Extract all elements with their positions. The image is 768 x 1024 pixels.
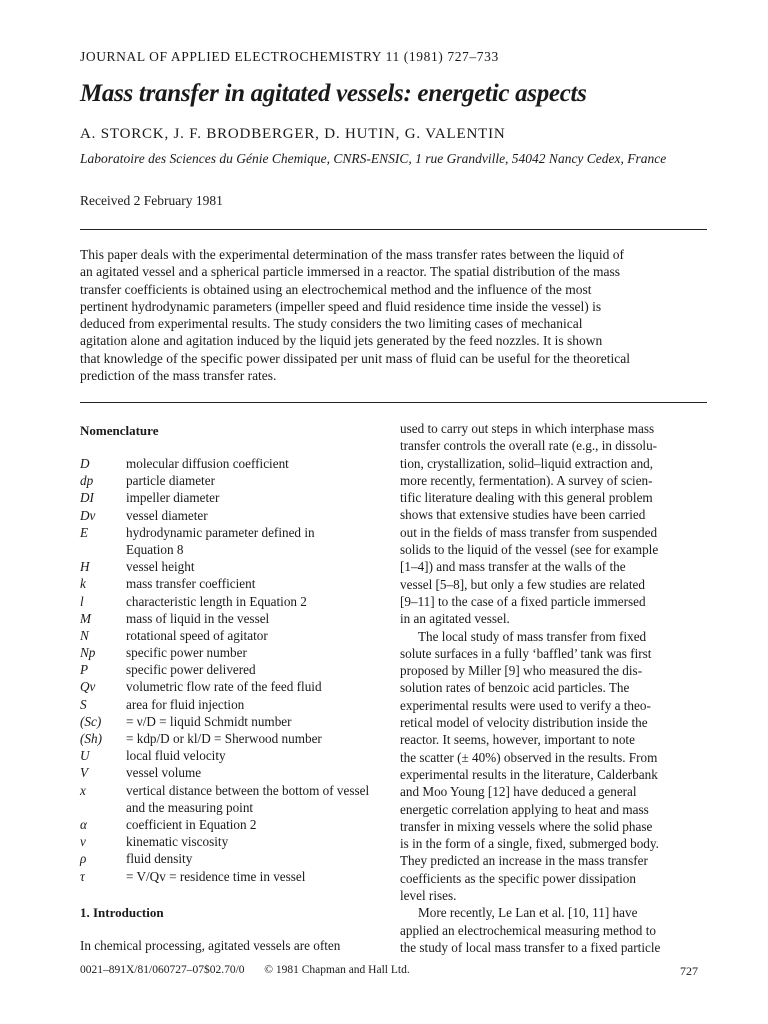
abstract-line: an agitated vessel and a spherical particle immersed in a reactor. The spatial distribution of the mass bbox=[80, 264, 620, 280]
body-line: [1–4]) and mass transfer at the walls of the bbox=[400, 559, 626, 575]
nomenclature-item bbox=[80, 593, 380, 610]
body-line: used to carry out steps in which interphase mass bbox=[400, 421, 655, 436]
nomenclature-definition: molecular diffusion coefficient bbox=[126, 456, 289, 471]
nomenclature-item bbox=[80, 489, 380, 506]
paper-title: Mass transfer in agitated vessels: energetic aspects bbox=[80, 80, 587, 107]
body-line: experimental results were used to verify a theo- bbox=[400, 697, 651, 713]
nomenclature-item bbox=[80, 678, 380, 695]
body-line: tific literature dealing with this general problem bbox=[400, 490, 653, 506]
journal-reference: JOURNAL OF APPLIED ELECTROCHEMISTRY 11 (1981) 727–733 bbox=[80, 49, 499, 64]
body-line: They predicted an increase in the mass transfer bbox=[400, 853, 648, 869]
nomenclature-definition: volumetric flow rate of the feed fluid bbox=[126, 679, 322, 695]
body-line: applied an electrochemical measuring method to bbox=[400, 922, 656, 938]
nomenclature-item bbox=[80, 747, 380, 764]
nomenclature-symbol: N bbox=[80, 627, 89, 643]
nomenclature-item bbox=[80, 713, 380, 730]
section-heading-introduction: 1. Introduction bbox=[80, 905, 164, 920]
nomenclature-item bbox=[80, 644, 380, 661]
received-date: Received 2 February 1981 bbox=[80, 193, 223, 208]
nomenclature-item bbox=[80, 730, 380, 747]
body-line: solids to the liquid of the vessel (see for example bbox=[400, 542, 659, 558]
nomenclature-definition: coefficient in Equation 2 bbox=[126, 816, 257, 832]
nomenclature-item bbox=[80, 850, 380, 867]
nomenclature-definition: rotational speed of agitator bbox=[126, 627, 268, 643]
nomenclature-definition: area for fluid injection bbox=[126, 696, 245, 712]
body-line: More recently, Le Lan et al. [10, 11] have bbox=[418, 905, 638, 921]
body-line: retical model of velocity distribution inside the bbox=[400, 715, 648, 731]
nomenclature-item bbox=[80, 696, 380, 713]
nomenclature-definition: = ν/D = liquid Schmidt number bbox=[126, 713, 292, 729]
nomenclature-symbol: Dv bbox=[80, 507, 96, 523]
body-line: is in the form of a single, fixed, submerged body. bbox=[400, 836, 659, 852]
nomenclature-definition: local fluid velocity bbox=[126, 748, 226, 764]
abstract-line: that knowledge of the specific power dissipated per unit mass of fluid can be useful for the theoretical bbox=[80, 350, 630, 366]
nomenclature-item bbox=[80, 507, 380, 524]
nomenclature-definition: mass of liquid in the vessel bbox=[126, 610, 270, 626]
body-line: more recently, fermentation). A survey of scien- bbox=[400, 472, 653, 488]
introduction-text: In chemical processing, agitated vessels are often bbox=[80, 938, 341, 953]
nomenclature-definition: kinematic viscosity bbox=[126, 834, 229, 850]
nomenclature-symbol: α bbox=[80, 816, 87, 832]
body-line: shows that extensive studies have been carried bbox=[400, 507, 646, 523]
body-line: tion, crystallization, solid–liquid extraction and, bbox=[400, 455, 654, 471]
body-line: out in the fields of mass transfer from suspended bbox=[400, 524, 658, 540]
body-line: proposed by Miller [9] who measured the dis- bbox=[400, 663, 643, 679]
nomenclature-item bbox=[80, 816, 380, 833]
nomenclature-symbol: U bbox=[80, 748, 90, 764]
nomenclature-definition: vessel height bbox=[126, 559, 195, 575]
nomenclature-definition: impeller diameter bbox=[126, 490, 220, 506]
abstract-line: deduced from experimental results. The study considers the two limiting cases of mechanical bbox=[80, 316, 583, 332]
nomenclature-symbol: P bbox=[80, 662, 89, 678]
nomenclature-definition: fluid density bbox=[126, 851, 193, 867]
nomenclature-item bbox=[80, 558, 380, 575]
nomenclature-definition: vessel diameter bbox=[126, 507, 208, 523]
body-line: energetic correlation applying to heat and mass bbox=[400, 801, 649, 817]
nomenclature-symbol: V bbox=[80, 765, 89, 781]
footer-copyright: © 1981 Chapman and Hall Ltd. bbox=[264, 964, 410, 976]
nomenclature-item bbox=[80, 472, 380, 489]
abstract-line: agitation alone and agitation induced by the liquid jets generated by the feed nozzles. It is shown bbox=[80, 333, 603, 349]
nomenclature-item bbox=[80, 575, 380, 592]
nomenclature-symbol: Np bbox=[80, 645, 96, 661]
nomenclature-definition: = V/Qv = residence time in vessel bbox=[126, 868, 306, 884]
nomenclature-symbol: DI bbox=[80, 490, 94, 506]
nomenclature-item bbox=[80, 455, 380, 472]
nomenclature-symbol: D bbox=[80, 456, 90, 471]
abstract bbox=[80, 246, 707, 384]
abstract-line: This paper deals with the experimental determination of the mass transfer rates between the liquid of bbox=[80, 247, 624, 262]
nomenclature-symbol: Qv bbox=[80, 679, 96, 695]
body-line: in an agitated vessel. bbox=[400, 611, 510, 627]
right-column-text bbox=[400, 420, 707, 956]
body-line: level rises. bbox=[400, 888, 457, 904]
body-line: transfer controls the overall rate (e.g., in dissolu- bbox=[400, 438, 658, 454]
body-line: the scatter (± 40%) observed in the results. From bbox=[400, 749, 658, 765]
body-line: coefficients as the specific power dissipation bbox=[400, 870, 636, 886]
nomenclature-symbol: k bbox=[80, 576, 86, 592]
nomenclature-item bbox=[80, 833, 380, 850]
nomenclature-symbol: M bbox=[80, 610, 91, 626]
nomenclature-symbol: S bbox=[80, 696, 87, 712]
nomenclature-item bbox=[80, 610, 380, 627]
body-line: experimental results in the literature, Calderbank bbox=[400, 766, 658, 782]
body-line: The local study of mass transfer from fixed bbox=[418, 628, 647, 644]
abstract-line: transfer coefficients is obtained using an electrochemical method and the influence of the most bbox=[80, 281, 592, 297]
body-line: and Moo Young [12] have deduced a general bbox=[400, 784, 637, 800]
page-number: 727 bbox=[680, 964, 698, 978]
abstract-divider bbox=[80, 402, 707, 403]
nomenclature-list bbox=[80, 455, 380, 885]
nomenclature-symbol: τ bbox=[80, 868, 85, 884]
nomenclature-symbol: x bbox=[80, 782, 86, 798]
body-line: transfer in mixing vessels where the solid phase bbox=[400, 818, 653, 834]
nomenclature-definition: particle diameter bbox=[126, 473, 215, 489]
abstract-line: pertinent hydrodynamic parameters (impeller speed and fluid residence time inside the vessel) is bbox=[80, 298, 602, 314]
body-line: reactor. It seems, however, important to note bbox=[400, 732, 635, 748]
nomenclature-item bbox=[80, 661, 380, 678]
nomenclature-symbol: (Sh) bbox=[80, 731, 102, 747]
nomenclature-item bbox=[80, 764, 380, 781]
footer-issn: 0021–891X/81/060727–07$02.70/0 bbox=[80, 964, 245, 976]
nomenclature-item bbox=[80, 782, 380, 816]
nomenclature-definition: = kdp/D or kl/D = Sherwood number bbox=[126, 731, 322, 747]
body-line: solution rates of benzoic acid particles. The bbox=[400, 680, 630, 696]
nomenclature-symbol: l bbox=[80, 593, 84, 609]
nomenclature-item bbox=[80, 868, 380, 885]
nomenclature-definition: mass transfer coefficient bbox=[126, 576, 256, 592]
nomenclature-item bbox=[80, 524, 380, 558]
nomenclature-symbol: H bbox=[80, 559, 90, 575]
nomenclature-symbol: E bbox=[80, 524, 89, 540]
body-line: [9–11] to the case of a fixed particle immersed bbox=[400, 593, 646, 609]
nomenclature-symbol: ρ bbox=[80, 851, 87, 867]
body-line: the study of local mass transfer to a fixed particle bbox=[400, 939, 661, 955]
nomenclature-definition: hydrodynamic parameter defined in Equation 8 bbox=[126, 524, 315, 557]
nomenclature-symbol: dp bbox=[80, 473, 94, 489]
top-divider bbox=[80, 229, 707, 230]
body-line: vessel [5–8], but only a few studies are related bbox=[400, 576, 645, 592]
nomenclature-definition: specific power delivered bbox=[126, 662, 256, 678]
nomenclature-definition: characteristic length in Equation 2 bbox=[126, 593, 307, 609]
nomenclature-definition: vessel volume bbox=[126, 765, 202, 781]
nomenclature-symbol: (Sc) bbox=[80, 713, 102, 729]
nomenclature-definition: specific power number bbox=[126, 645, 247, 661]
body-line: solute surfaces in a fully ‘baffled’ tank was first bbox=[400, 645, 652, 661]
abstract-line: prediction of the mass transfer rates. bbox=[80, 368, 277, 384]
author-list: A. STORCK, J. F. BRODBERGER, D. HUTIN, G. VALENTIN bbox=[80, 126, 506, 142]
nomenclature-item bbox=[80, 627, 380, 644]
nomenclature-definition: vertical distance between the bottom of vessel and the measuring point bbox=[126, 782, 370, 815]
nomenclature-heading: Nomenclature bbox=[80, 423, 159, 438]
nomenclature-symbol: ν bbox=[80, 834, 86, 850]
affiliation: Laboratoire des Sciences du Génie Chemique, CNRS-ENSIC, 1 rue Grandville, 54042 Nancy Cedex, France bbox=[80, 151, 667, 166]
footer-code bbox=[80, 964, 410, 976]
